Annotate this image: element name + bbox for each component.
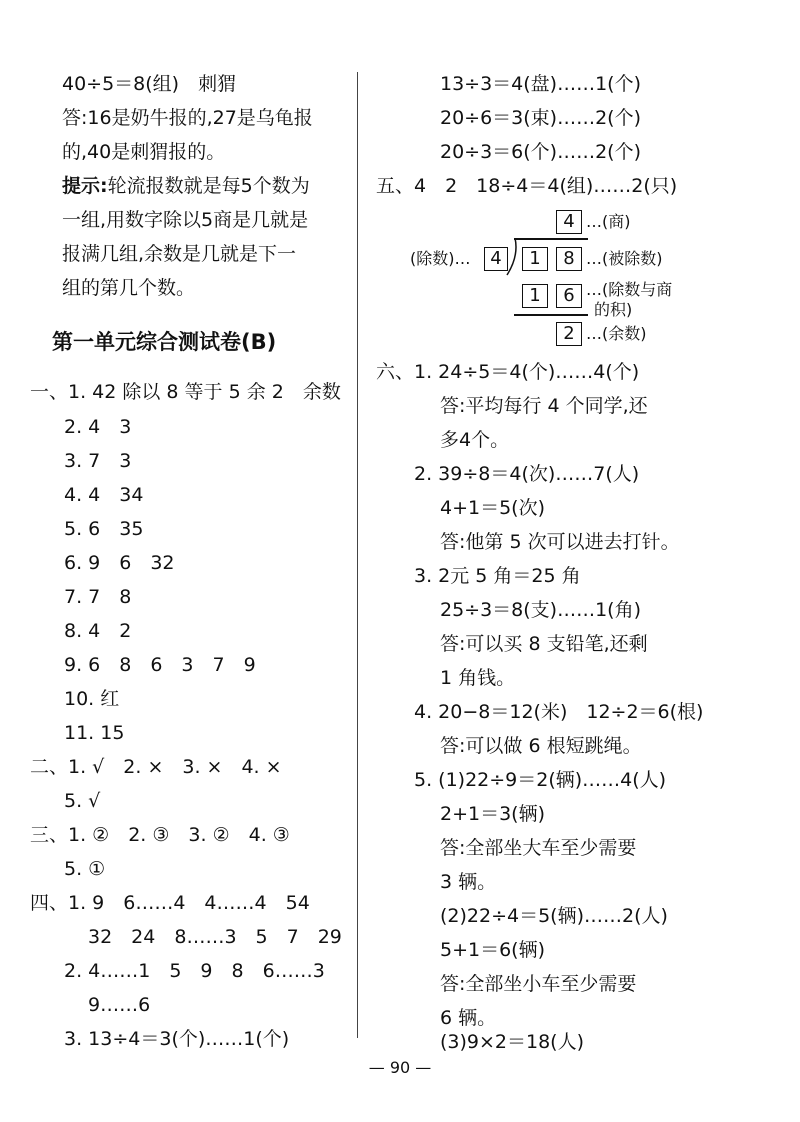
divisor-box: 4: [484, 247, 508, 271]
text-line: 20÷6＝3(束)……2(个): [440, 107, 642, 129]
quotient-box: 4: [556, 210, 582, 234]
text-line: 4+1＝5(次): [440, 497, 546, 519]
product-label-2: 的积): [594, 300, 633, 319]
text-line: 答:可以买 8 支铅笔,还剩: [440, 633, 648, 655]
dividend-digit-box: 8: [556, 247, 582, 271]
text-line: 5+1＝6(辆): [440, 939, 546, 961]
answer-item: 9……6: [88, 994, 151, 1016]
answer-item: 8. 4 2: [64, 620, 132, 642]
answer-item: 5. 6 35: [64, 518, 144, 540]
answer-item: 32 24 8……3 5 7 29: [88, 926, 342, 948]
text-line: 答:16是奶牛报的,27是乌龟报: [62, 107, 313, 129]
answer-item: 5. (1)22÷9＝2(辆)……4(人): [414, 769, 667, 791]
answer-item: 二、1. √ 2. × 3. × 4. ×: [30, 756, 282, 778]
text-line: 3 辆。: [440, 871, 497, 893]
hint-label: 提示:: [62, 175, 108, 197]
column-divider: [357, 72, 358, 1038]
text-line: (2)22÷4＝5(辆)……2(人): [440, 905, 668, 927]
text-line: 13÷3＝4(盘)……1(个): [440, 73, 642, 95]
answer-item: 一、1. 42 除以 8 等于 5 余 2 余数: [30, 381, 341, 403]
answer-item: 2. 4 3: [64, 416, 132, 438]
remainder-box: 2: [556, 322, 582, 346]
answer-item: 六、1. 24÷5＝4(个)……4(个): [376, 361, 640, 383]
answer-item: 3. 13÷4＝3(个)……1(个): [64, 1028, 290, 1050]
answer-item: 5. ①: [64, 858, 106, 880]
text-line: 多4个。: [440, 429, 510, 451]
product-digit-box: 1: [522, 284, 548, 308]
answer-item: 7. 7 8: [64, 586, 132, 608]
text-line: 6 辆。: [440, 1007, 497, 1029]
division-bar: [514, 238, 588, 240]
answer-item: 2. 4……1 5 9 8 6……3: [64, 960, 325, 982]
hint-text: 轮流报数就是每5个数为: [107, 175, 310, 197]
answer-item: 三、1. ② 2. ③ 3. ② 4. ③: [30, 824, 290, 846]
remainder-label: …(余数): [586, 324, 647, 343]
text-line: 1 角钱。: [440, 667, 516, 689]
hint-line: [62, 174, 310, 198]
quotient-label: …(商): [586, 212, 631, 231]
page-number: — 90 —: [368, 1058, 432, 1077]
answer-item: 4. 4 34: [64, 484, 144, 506]
text-line: 组的第几个数。: [62, 277, 196, 299]
text-line: 报满几组,余数是几就是下一: [62, 243, 297, 265]
answer-item: 6. 9 6 32: [64, 552, 175, 574]
dividend-label: …(被除数): [586, 249, 663, 268]
text-line: (3)9×2＝18(人): [440, 1031, 585, 1053]
division-bracket: [506, 238, 520, 276]
answer-item: 4. 20−8＝12(米) 12÷2＝6(根): [414, 701, 704, 723]
answer-item: 五、4 2 18÷4＝4(组)……2(只): [376, 175, 678, 197]
subtraction-line: [514, 314, 588, 316]
text-line: 的,40是刺猬报的。: [62, 141, 226, 163]
section-title: 第一单元综合测试卷(B): [52, 330, 277, 354]
text-line: 20÷3＝6(个)……2(个): [440, 141, 642, 163]
answer-item: 10. 红: [64, 688, 120, 710]
divisor-label: (除数)…: [410, 249, 471, 268]
text-line: 答:他第 5 次可以进去打针。: [440, 531, 680, 553]
answer-item: 5. √: [64, 790, 101, 812]
text-line: 一组,用数字除以5商是几就是: [62, 209, 309, 231]
product-label: …(除数与商: [586, 280, 673, 299]
text-line: 答:全部坐小车至少需要: [440, 973, 637, 995]
answer-item: 3. 7 3: [64, 450, 132, 472]
dividend-digit-box: 1: [522, 247, 548, 271]
answer-item: 2. 39÷8＝4(次)……7(人): [414, 463, 640, 485]
answer-item: 11. 15: [64, 722, 125, 744]
product-digit-box: 6: [556, 284, 582, 308]
text-line: 答:全部坐大车至少需要: [440, 837, 637, 859]
text-line: 答:平均每行 4 个同学,还: [440, 395, 648, 417]
text-line: 答:可以做 6 根短跳绳。: [440, 735, 642, 757]
text-line: 25÷3＝8(支)……1(角): [440, 599, 642, 621]
text-line: 40÷5＝8(组) 刺猬: [62, 73, 237, 95]
text-line: 2+1＝3(辆): [440, 803, 546, 825]
answer-item: 3. 2元 5 角＝25 角: [414, 565, 581, 587]
answer-item: 9. 6 8 6 3 7 9: [64, 654, 256, 676]
answer-item: 四、1. 9 6……4 4……4 54: [30, 892, 310, 914]
